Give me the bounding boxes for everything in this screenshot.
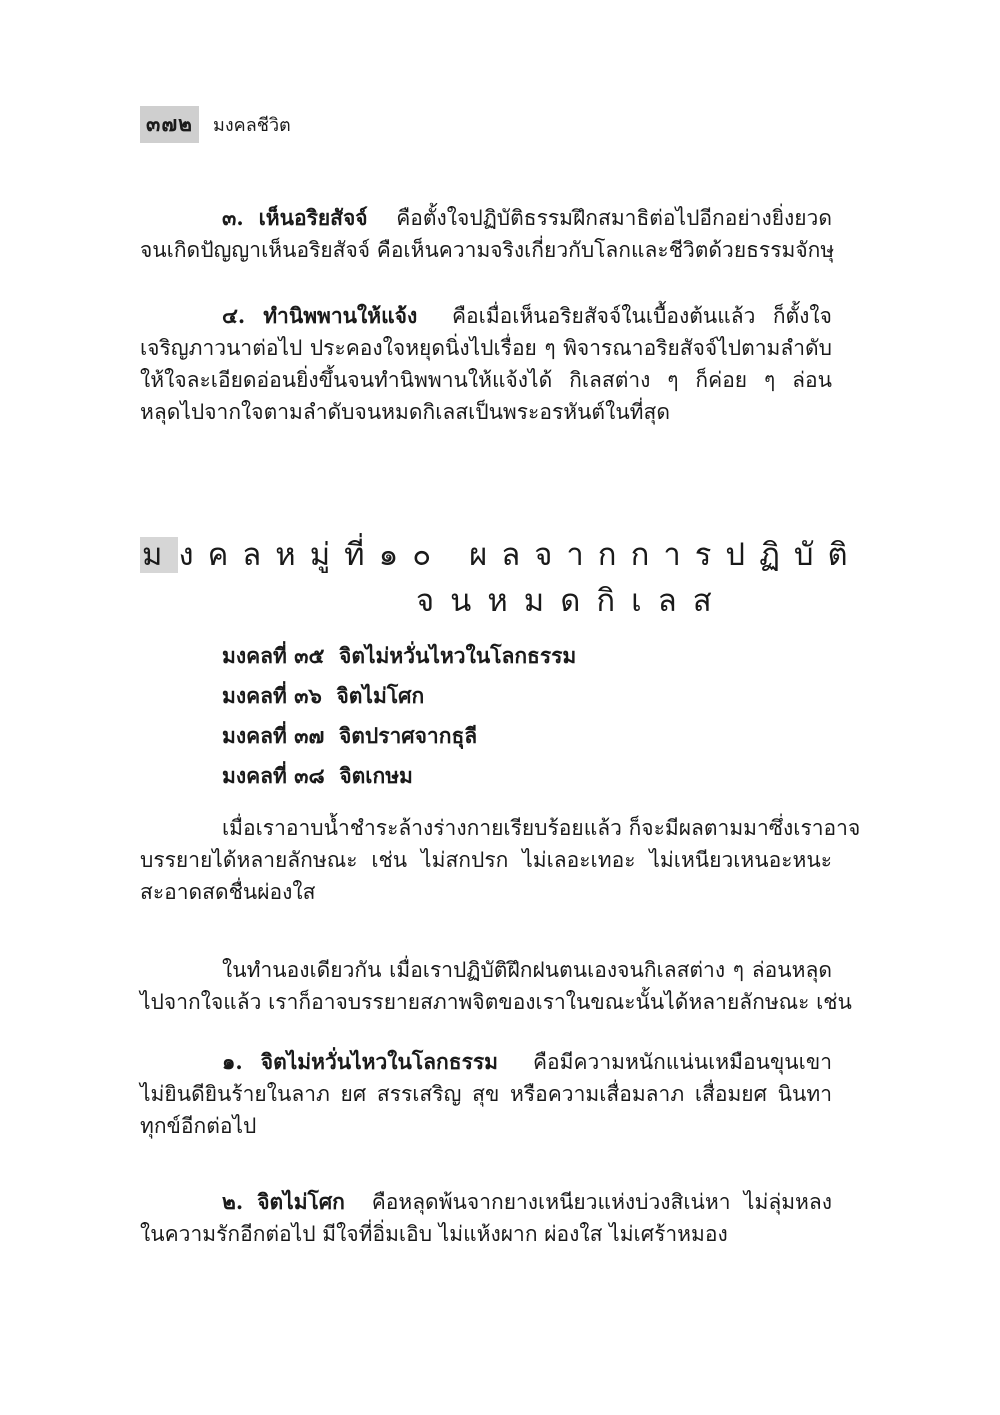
mongkhol-list — [222, 636, 576, 796]
paragraph-text: ในความรักอีกต่อไป มีใจที่อิ่มเอิบ ไม่แห้งผาก ผ่องใส ไม่เศร้าหมอง — [140, 1222, 728, 1246]
page-number: ๓๗๒ — [140, 106, 199, 143]
paragraph-text: เจริญภาวนาต่อไป ประคองใจหยุดนิ่งไปเรื่อย ๆ พิจารณาอริยสัจจ์ไปตามลำดับ — [140, 336, 832, 360]
paragraph-text: ทุกข์อีกต่อไป — [140, 1114, 257, 1138]
paragraph-text: จนเกิดปัญญาเห็นอริยสัจจ์ คือเห็นความจริงเกี่ยวกับโลกและชีวิตด้วยธรรมจักษุ — [140, 238, 835, 262]
paragraph-bathing — [140, 812, 861, 908]
paragraph-text: ในทำนองเดียวกัน เมื่อเราปฏิบัติฝึกฝนตนเองจนกิเลสต่าง ๆ ล่อนหลุด — [222, 958, 832, 982]
item-heading: ๔. ทำนิพพานให้แจ้ง — [222, 303, 418, 328]
paragraph-nibbana — [140, 300, 832, 428]
section-drop-cap: ม — [142, 537, 177, 573]
list-item: มงคลที่ ๓๖ จิตไม่โศก — [222, 683, 425, 708]
running-title: มงคลชีวิต — [213, 114, 291, 136]
paragraph-text: คือหลุดพ้นจากยางเหนียวแห่งบ่วงสิเน่หา ไม่ลุ่มหลง — [371, 1190, 833, 1214]
item-heading: ๑. จิตไม่หวั่นไหวในโลกธรรม — [222, 1049, 498, 1074]
paragraph-analogy — [140, 954, 852, 1018]
paragraph-text: บรรยายได้หลายลักษณะ เช่น ไม่สกปรก ไม่เลอะเทอะ ไม่เหนียวเหนอะหนะ — [140, 848, 832, 872]
paragraph-text: ไปจากใจแล้ว เราก็อาจบรรยายสภาพจิตของเราในขณะนั้นได้หลายลักษณะ เช่น — [140, 990, 852, 1014]
paragraph-noble-truths — [140, 202, 835, 266]
paragraph-sorrowless — [140, 1186, 832, 1250]
section-heading — [140, 532, 862, 624]
section-title-line2: จนหมดกิเลส — [416, 583, 728, 619]
item-heading: ๒. จิตไม่โศก — [222, 1189, 345, 1214]
paragraph-text: คือมีความหนักแน่นเหมือนขุนเขา — [532, 1050, 832, 1074]
paragraph-text: สะอาดสดชื่นผ่องใส — [140, 880, 316, 904]
section-title-line1: งคลหมู่ที่๑๐ ผลจากการปฏิบัติ — [178, 537, 862, 573]
item-heading: ๓. เห็นอริยสัจจ์ — [222, 205, 368, 230]
paragraph-text: คือเมื่อเห็นอริยสัจจ์ในเบื้องต้นแล้ว ก็ตั้งใจ — [451, 304, 832, 328]
paragraph-text: หลุดไปจากใจตามลำดับจนหมดกิเลสเป็นพระอรหันต์ในที่สุด — [140, 400, 670, 424]
paragraph-text: คือตั้งใจปฏิบัติธรรมฝึกสมาธิต่อไปอีกอย่างยิ่งยวด — [396, 206, 832, 230]
paragraph-text: ให้ใจละเอียดอ่อนยิ่งขึ้นจนทำนิพพานให้แจ้งได้ กิเลสต่าง ๆ ก็ค่อย ๆ ล่อน — [140, 368, 832, 392]
paragraph-text: ไม่ยินดียินร้ายในลาภ ยศ สรรเสริญ สุข หรือความเสื่อมลาภ เสื่อมยศ นินทา — [140, 1082, 832, 1106]
list-item: มงคลที่ ๓๘ จิตเกษม — [222, 763, 413, 788]
page-header — [140, 108, 291, 140]
paragraph-text: เมื่อเราอาบน้ำชำระล้างร่างกายเรียบร้อยแล้ว ก็จะมีผลตามมาซึ่งเราอาจ — [222, 816, 861, 840]
list-item: มงคลที่ ๓๗ จิตปราศจากธุลี — [222, 723, 478, 748]
paragraph-worldly-dhamma — [140, 1046, 832, 1142]
list-item: มงคลที่ ๓๕ จิตไม่หวั่นไหวในโลกธรรม — [222, 643, 577, 668]
